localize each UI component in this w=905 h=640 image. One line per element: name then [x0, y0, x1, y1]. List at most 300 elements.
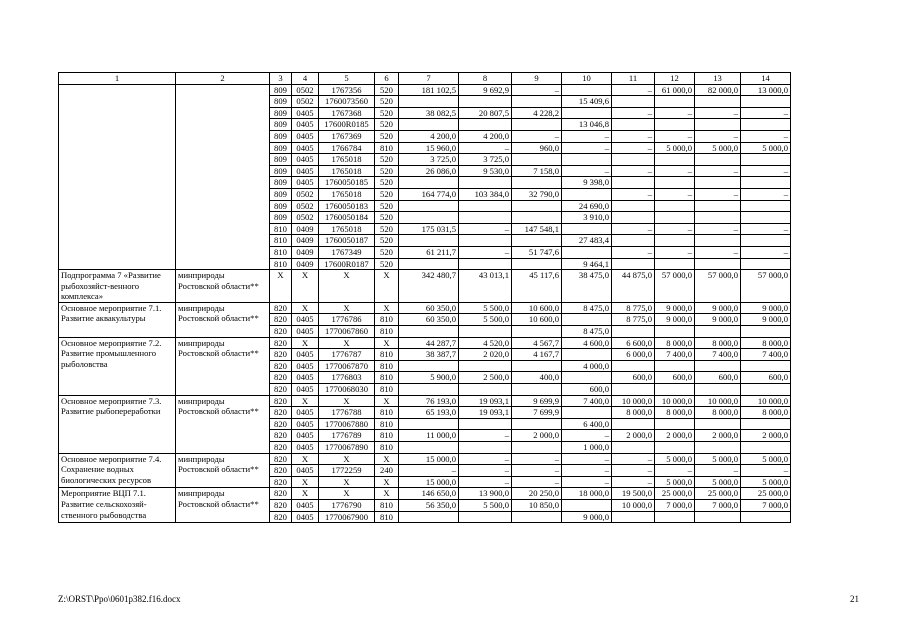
amount-cell: 600,0 — [741, 372, 791, 384]
amount-cell: – — [612, 165, 655, 177]
code-cell: X — [319, 270, 375, 303]
code-cell: 0409 — [292, 235, 319, 247]
code-cell: 520 — [375, 107, 399, 119]
amount-cell — [612, 119, 655, 131]
amount-cell: – — [695, 165, 741, 177]
code-cell: 820 — [270, 384, 292, 396]
column-header: 9 — [512, 73, 562, 85]
amount-cell: 45 117,6 — [512, 270, 562, 303]
code-cell: 809 — [270, 200, 292, 212]
table-row — [59, 488, 791, 500]
code-cell: 810 — [375, 360, 399, 372]
code-cell: 0405 — [292, 177, 319, 189]
amount-cell: – — [612, 107, 655, 119]
amount-cell — [512, 326, 562, 338]
amount-cell — [612, 212, 655, 224]
amount-cell: 44 875,0 — [612, 270, 655, 303]
amount-cell: 7 000,0 — [741, 499, 791, 511]
code-cell: 1766784 — [319, 142, 375, 154]
amount-cell: 25 000,0 — [695, 488, 741, 500]
amount-cell — [399, 119, 459, 131]
code-cell: 1770067890 — [319, 442, 375, 454]
code-cell: 1767369 — [319, 130, 375, 142]
amount-cell: – — [741, 246, 791, 258]
amount-cell: 15 960,0 — [399, 142, 459, 154]
code-cell: 820 — [270, 407, 292, 419]
amount-cell: – — [612, 465, 655, 477]
code-cell: 820 — [270, 453, 292, 465]
code-cell: 1770068030 — [319, 384, 375, 396]
amount-cell: 147 548,1 — [512, 223, 562, 235]
code-cell: 810 — [270, 223, 292, 235]
table-row — [59, 337, 791, 349]
amount-cell — [562, 154, 612, 166]
program-name-cell: Основное мероприятие 7.4. Сохранение водных биологических ресурсов — [59, 453, 176, 488]
code-cell: 520 — [375, 96, 399, 108]
amount-cell — [695, 96, 741, 108]
code-cell: X — [319, 395, 375, 407]
code-cell: 810 — [375, 314, 399, 326]
amount-cell: 10 850,0 — [512, 499, 562, 511]
amount-cell: – — [655, 465, 695, 477]
amount-cell: – — [612, 130, 655, 142]
amount-cell — [562, 84, 612, 96]
code-cell: 0405 — [292, 360, 319, 372]
column-header: 10 — [562, 73, 612, 85]
amount-cell — [655, 235, 695, 247]
amount-cell: – — [512, 453, 562, 465]
amount-cell — [655, 212, 695, 224]
code-cell: 1767368 — [319, 107, 375, 119]
amount-cell: 10 000,0 — [612, 395, 655, 407]
amount-cell: 19 093,1 — [459, 407, 512, 419]
amount-cell — [399, 511, 459, 523]
code-cell: 1765018 — [319, 223, 375, 235]
column-header: 8 — [459, 73, 512, 85]
code-cell: X — [292, 488, 319, 500]
code-cell: 0405 — [292, 372, 319, 384]
code-cell: 1767356 — [319, 84, 375, 96]
amount-cell: 10 000,0 — [612, 499, 655, 511]
amount-cell: 2 000,0 — [612, 430, 655, 442]
code-cell: X — [292, 476, 319, 488]
table-header-row — [59, 73, 791, 85]
code-cell: 820 — [270, 326, 292, 338]
code-cell: X — [292, 302, 319, 314]
amount-cell — [399, 177, 459, 189]
amount-cell: 57 000,0 — [741, 270, 791, 303]
amount-cell: 5 500,0 — [459, 302, 512, 314]
code-cell: X — [375, 453, 399, 465]
column-header: 2 — [176, 73, 270, 85]
amount-cell: 56 350,0 — [399, 499, 459, 511]
amount-cell: – — [459, 465, 512, 477]
amount-cell — [741, 418, 791, 430]
amount-cell — [655, 418, 695, 430]
budget-table — [58, 72, 791, 523]
amount-cell — [655, 442, 695, 454]
amount-cell: 7 000,0 — [655, 499, 695, 511]
column-header: 12 — [655, 73, 695, 85]
code-cell: 809 — [270, 119, 292, 131]
code-cell: 0405 — [292, 119, 319, 131]
amount-cell: 8 000,0 — [612, 407, 655, 419]
code-cell: 810 — [375, 372, 399, 384]
code-cell: X — [319, 337, 375, 349]
amount-cell: – — [655, 246, 695, 258]
amount-cell: 51 747,6 — [512, 246, 562, 258]
amount-cell — [562, 407, 612, 419]
code-cell: 1760050183 — [319, 200, 375, 212]
amount-cell — [695, 235, 741, 247]
code-cell: 1776788 — [319, 407, 375, 419]
table-row — [59, 84, 791, 96]
amount-cell: 9 000,0 — [695, 314, 741, 326]
code-cell: 0405 — [292, 154, 319, 166]
amount-cell: – — [695, 465, 741, 477]
amount-cell: 175 031,5 — [399, 223, 459, 235]
code-cell: 0405 — [292, 165, 319, 177]
amount-cell — [741, 177, 791, 189]
amount-cell — [655, 326, 695, 338]
amount-cell: 13 000,0 — [741, 84, 791, 96]
amount-cell: 7 400,0 — [562, 395, 612, 407]
code-cell: 1760050184 — [319, 212, 375, 224]
code-cell: 809 — [270, 84, 292, 96]
code-cell: 820 — [270, 499, 292, 511]
code-cell: 0405 — [292, 511, 319, 523]
amount-cell — [612, 442, 655, 454]
amount-cell: 2 000,0 — [695, 430, 741, 442]
code-cell: 820 — [270, 418, 292, 430]
amount-cell: 8 000,0 — [741, 337, 791, 349]
amount-cell: 15 409,6 — [562, 96, 612, 108]
code-cell: 809 — [270, 154, 292, 166]
amount-cell: 9 000,0 — [655, 302, 695, 314]
amount-cell: – — [399, 465, 459, 477]
amount-cell: 82 000,0 — [695, 84, 741, 96]
code-cell: X — [375, 488, 399, 500]
amount-cell: 2 500,0 — [459, 372, 512, 384]
amount-cell: 24 690,0 — [562, 200, 612, 212]
amount-cell: 7 000,0 — [695, 499, 741, 511]
file-path: Z:\ORST\Ppo\0601p382.f16.docx — [58, 594, 181, 604]
code-cell: X — [292, 453, 319, 465]
amount-cell: 10 600,0 — [512, 314, 562, 326]
amount-cell: – — [741, 130, 791, 142]
amount-cell — [655, 96, 695, 108]
code-cell: X — [319, 453, 375, 465]
code-cell: 0405 — [292, 142, 319, 154]
amount-cell: 7 400,0 — [655, 349, 695, 361]
code-cell: 820 — [270, 511, 292, 523]
code-cell: 820 — [270, 395, 292, 407]
code-cell: 1776790 — [319, 499, 375, 511]
code-cell: 1765018 — [319, 188, 375, 200]
amount-cell: 4 200,0 — [459, 130, 512, 142]
code-cell: X — [270, 270, 292, 303]
code-cell: 809 — [270, 96, 292, 108]
amount-cell — [741, 360, 791, 372]
amount-cell — [612, 200, 655, 212]
amount-cell: – — [612, 223, 655, 235]
amount-cell — [459, 200, 512, 212]
table-row — [59, 395, 791, 407]
executor-cell — [176, 84, 270, 270]
program-name-cell: Подпрограмма 7 «Развитие рыбохозяйст-венного комплекса» — [59, 270, 176, 303]
amount-cell — [512, 360, 562, 372]
amount-cell: 8 000,0 — [695, 337, 741, 349]
code-cell: 520 — [375, 165, 399, 177]
amount-cell — [695, 119, 741, 131]
amount-cell: 103 384,0 — [459, 188, 512, 200]
code-cell: 0405 — [292, 465, 319, 477]
amount-cell: – — [562, 453, 612, 465]
table-row — [59, 453, 791, 465]
amount-cell: 61 000,0 — [655, 84, 695, 96]
amount-cell: 9 000,0 — [741, 314, 791, 326]
code-cell: 810 — [375, 430, 399, 442]
amount-cell: 8 775,0 — [612, 314, 655, 326]
amount-cell: 600,0 — [695, 372, 741, 384]
program-name-cell: Мероприятие ВЦП 7.1. Развитие сельскохозяй-ственного рыбоводства — [59, 488, 176, 523]
code-cell: 240 — [375, 465, 399, 477]
amount-cell: 960,0 — [512, 142, 562, 154]
code-cell: 0405 — [292, 418, 319, 430]
amount-cell — [741, 442, 791, 454]
code-cell: 0405 — [292, 326, 319, 338]
amount-cell — [655, 360, 695, 372]
amount-cell: – — [562, 476, 612, 488]
page-number: 21 — [850, 594, 859, 604]
amount-cell: 25 000,0 — [655, 488, 695, 500]
amount-cell: 7 400,0 — [741, 349, 791, 361]
code-cell: 810 — [375, 142, 399, 154]
amount-cell: 4 520,0 — [459, 337, 512, 349]
code-cell: 520 — [375, 177, 399, 189]
amount-cell: 11 000,0 — [399, 430, 459, 442]
amount-cell — [512, 418, 562, 430]
amount-cell: 15 000,0 — [399, 453, 459, 465]
amount-cell: 8 000,0 — [741, 407, 791, 419]
amount-cell: – — [741, 188, 791, 200]
amount-cell: – — [655, 165, 695, 177]
code-cell: 820 — [270, 337, 292, 349]
column-header: 6 — [375, 73, 399, 85]
code-cell: 820 — [270, 349, 292, 361]
code-cell: 520 — [375, 235, 399, 247]
amount-cell — [695, 511, 741, 523]
amount-cell: 2 000,0 — [512, 430, 562, 442]
code-cell: 520 — [375, 154, 399, 166]
code-cell: 809 — [270, 177, 292, 189]
amount-cell — [655, 511, 695, 523]
code-cell: 0405 — [292, 130, 319, 142]
amount-cell — [512, 154, 562, 166]
column-header: 4 — [292, 73, 319, 85]
amount-cell: 8 000,0 — [655, 407, 695, 419]
amount-cell: 5 500,0 — [459, 499, 512, 511]
amount-cell — [512, 235, 562, 247]
code-cell: 1770067860 — [319, 326, 375, 338]
code-cell: 810 — [375, 326, 399, 338]
code-cell: 810 — [375, 349, 399, 361]
amount-cell: 5 000,0 — [741, 476, 791, 488]
amount-cell — [562, 107, 612, 119]
amount-cell: – — [459, 430, 512, 442]
amount-cell: 5 000,0 — [695, 476, 741, 488]
amount-cell: 9 398,0 — [562, 177, 612, 189]
amount-cell: 9 464,1 — [562, 258, 612, 270]
executor-cell: минприроды Ростовской области** — [176, 395, 270, 453]
amount-cell: 7 158,0 — [512, 165, 562, 177]
amount-cell — [459, 177, 512, 189]
code-cell: 820 — [270, 314, 292, 326]
amount-cell: 9 699,9 — [512, 395, 562, 407]
code-cell: 0409 — [292, 258, 319, 270]
amount-cell: 5 000,0 — [655, 142, 695, 154]
code-cell: 520 — [375, 223, 399, 235]
amount-cell — [695, 418, 741, 430]
amount-cell: 65 193,0 — [399, 407, 459, 419]
amount-cell — [399, 258, 459, 270]
code-cell: 0405 — [292, 442, 319, 454]
code-cell: X — [375, 302, 399, 314]
code-cell: X — [319, 476, 375, 488]
amount-cell — [399, 326, 459, 338]
amount-cell: – — [512, 84, 562, 96]
program-name-cell — [59, 84, 176, 270]
amount-cell — [695, 326, 741, 338]
code-cell: 1765018 — [319, 165, 375, 177]
code-cell: 820 — [270, 465, 292, 477]
amount-cell — [562, 246, 612, 258]
amount-cell: 20 250,0 — [512, 488, 562, 500]
amount-cell: – — [612, 246, 655, 258]
amount-cell: 15 000,0 — [399, 476, 459, 488]
amount-cell — [695, 258, 741, 270]
code-cell: 17600R0185 — [319, 119, 375, 131]
code-cell: 520 — [375, 246, 399, 258]
code-cell: 1776787 — [319, 349, 375, 361]
code-cell: 0405 — [292, 107, 319, 119]
code-cell: X — [292, 337, 319, 349]
code-cell: 810 — [270, 235, 292, 247]
code-cell: 1770067880 — [319, 418, 375, 430]
amount-cell: 10 600,0 — [512, 302, 562, 314]
executor-cell: минприроды Ростовской области** — [176, 302, 270, 337]
amount-cell: 8 000,0 — [695, 407, 741, 419]
code-cell: 520 — [375, 188, 399, 200]
amount-cell: 600,0 — [562, 384, 612, 396]
amount-cell: 5 000,0 — [695, 453, 741, 465]
amount-cell: 5 500,0 — [459, 314, 512, 326]
code-cell: 810 — [375, 442, 399, 454]
code-cell: 1770067900 — [319, 511, 375, 523]
amount-cell: 3 910,0 — [562, 212, 612, 224]
amount-cell — [562, 188, 612, 200]
amount-cell — [459, 326, 512, 338]
amount-cell: 27 483,4 — [562, 235, 612, 247]
code-cell: 520 — [375, 84, 399, 96]
code-cell: 1776786 — [319, 314, 375, 326]
amount-cell: 60 350,0 — [399, 314, 459, 326]
amount-cell — [612, 418, 655, 430]
amount-cell: – — [459, 453, 512, 465]
executor-cell: минприроды Ростовской области** — [176, 488, 270, 523]
amount-cell — [741, 235, 791, 247]
amount-cell — [695, 212, 741, 224]
amount-cell — [459, 258, 512, 270]
amount-cell — [612, 177, 655, 189]
code-cell: 0409 — [292, 246, 319, 258]
executor-cell: минприроды Ростовской области** — [176, 453, 270, 488]
amount-cell: – — [695, 223, 741, 235]
amount-cell: 3 725,0 — [459, 154, 512, 166]
amount-cell — [741, 511, 791, 523]
amount-cell: 181 102,5 — [399, 84, 459, 96]
amount-cell: – — [562, 142, 612, 154]
amount-cell: – — [459, 142, 512, 154]
program-name-cell: Основное мероприятие 7.1. Развитие аквакультуры — [59, 302, 176, 337]
amount-cell: 164 774,0 — [399, 188, 459, 200]
column-header: 11 — [612, 73, 655, 85]
amount-cell — [399, 200, 459, 212]
amount-cell: – — [741, 107, 791, 119]
amount-cell — [459, 442, 512, 454]
code-cell: 1760050187 — [319, 235, 375, 247]
program-name-cell: Основное мероприятие 7.3. Развитие рыбопереработки — [59, 395, 176, 453]
amount-cell — [562, 223, 612, 235]
amount-cell — [695, 200, 741, 212]
amount-cell — [612, 96, 655, 108]
code-cell: 809 — [270, 165, 292, 177]
amount-cell — [512, 384, 562, 396]
amount-cell: 9 692,9 — [459, 84, 512, 96]
code-cell: 820 — [270, 442, 292, 454]
amount-cell — [695, 154, 741, 166]
code-cell: 520 — [375, 119, 399, 131]
amount-cell: – — [612, 188, 655, 200]
amount-cell: 2 020,0 — [459, 349, 512, 361]
program-name-cell: Основное мероприятие 7.2. Развитие промышленного рыболовства — [59, 337, 176, 395]
code-cell: 0409 — [292, 223, 319, 235]
amount-cell: – — [562, 465, 612, 477]
amount-cell — [695, 360, 741, 372]
amount-cell — [612, 511, 655, 523]
amount-cell — [512, 119, 562, 131]
amount-cell — [695, 177, 741, 189]
amount-cell: – — [695, 107, 741, 119]
code-cell: 1772259 — [319, 465, 375, 477]
amount-cell: 38 082,5 — [399, 107, 459, 119]
code-cell: 1776803 — [319, 372, 375, 384]
amount-cell: 13 900,0 — [459, 488, 512, 500]
amount-cell: – — [741, 165, 791, 177]
amount-cell — [399, 442, 459, 454]
code-cell: X — [319, 302, 375, 314]
amount-cell: – — [459, 246, 512, 258]
amount-cell — [655, 154, 695, 166]
table-row — [59, 270, 791, 303]
code-cell: 0502 — [292, 188, 319, 200]
amount-cell: 18 000,0 — [562, 488, 612, 500]
amount-cell: 32 790,0 — [512, 188, 562, 200]
amount-cell: 600,0 — [612, 372, 655, 384]
code-cell: 810 — [270, 258, 292, 270]
amount-cell: – — [741, 223, 791, 235]
amount-cell: 8 475,0 — [562, 326, 612, 338]
